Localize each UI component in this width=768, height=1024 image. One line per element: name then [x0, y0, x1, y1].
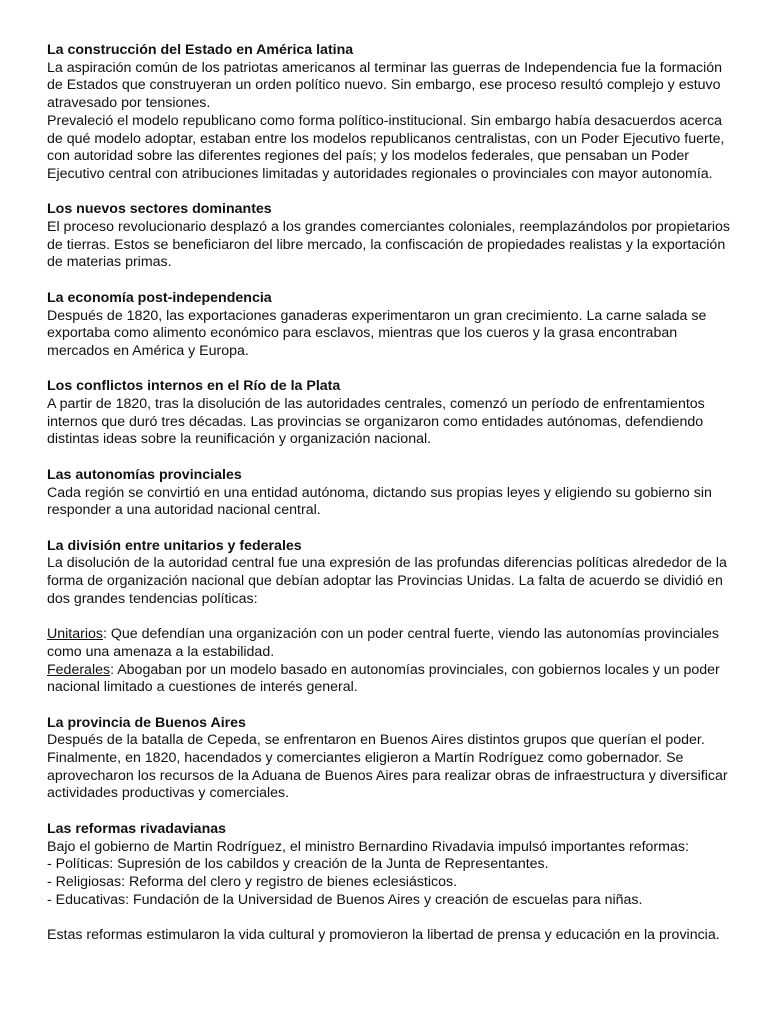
section-paragraph: La aspiración común de los patriotas americanos al terminar las guerras de Independencia fue la formación de Estados que construyeran un orden político nuevo. Sin embargo, ese proceso resultó complejo y estuvo atravesado por tensiones.	[47, 59, 723, 112]
section-heading: La división entre unitarios y federales	[47, 537, 302, 554]
section-heading: Los nuevos sectores dominantes	[47, 201, 272, 218]
term-definition: : Abogaban por un modelo basado en autonomías provinciales, con gobiernos locales y un poder nacional limitado a cuestiones de interés general.	[47, 661, 720, 696]
document-page	[47, 42, 737, 962]
section-paragraph: A partir de 1820, tras la disolución de las autoridades centrales, comenzó un período de enfrentamientos internos que duró tres décadas. Las provincias se organizaron como entidades autónomas, defendiendo distintas ideas sobre la reunificación y organización nacional.	[47, 396, 705, 448]
blank-line	[47, 909, 737, 927]
closing-paragraph: Estas reformas estimularon la vida cultural y promovieron la libertad de prensa y educación en la provincia.	[47, 927, 720, 944]
term-item-unitarios	[47, 626, 737, 661]
section-paragraph: La disolución de la autoridad central fue una expresión de las profundas diferencias políticas alrededor de la forma de organización nacional que debían adoptar las Provincias Unidas. La falta de acuerdo se dividió en dos grandes tendencias políticas:	[47, 555, 727, 607]
section-buenos-aires	[47, 715, 737, 804]
term-item-federales	[47, 662, 737, 697]
section-economia	[47, 290, 737, 361]
term-definition: : Que defendían una organización con un poder central fuerte, viendo las autonomías provinciales como una amenaza a la estabilidad.	[47, 626, 719, 660]
term-label: Federales	[47, 661, 111, 678]
section-sectores-dominantes	[47, 201, 737, 272]
section-autonomias	[47, 467, 737, 520]
section-heading: La construcción del Estado en América latina	[47, 42, 354, 58]
section-paragraph: Después de 1820, las exportaciones ganaderas experimentaron un gran crecimiento. La carne salada se exportaba como alimento económico para esclavos, mientras que los cueros y la grasa encontraban mercados en América y Europa.	[47, 307, 707, 359]
list-item: - Religiosas: Reforma del clero y registro de bienes eclesiásticos.	[47, 873, 458, 890]
section-paragraph: Prevaleció el modelo republicano como forma político-institucional. Sin embargo había desacuerdos acerca de qué modelo adoptar, estaban entre los modelos republicanos centralistas, con un Poder Ejecutivo fuerte, con autoridad sobre las diferentes regiones del país; y los modelos federales, que pensaban un Poder Ejecutivo central con atribuciones limitadas y autoridades regionales o provinciales con mayor autonomía.	[47, 112, 725, 182]
section-heading: Las reformas rivadavianas	[47, 820, 227, 837]
list-item: - Educativas: Fundación de la Universidad de Buenos Aires y creación de escuelas para niñas.	[47, 891, 643, 908]
section-heading: La provincia de Buenos Aires	[47, 714, 246, 731]
section-heading: Los conflictos internos en el Río de la Plata	[47, 378, 341, 395]
term-label: Unitarios	[47, 626, 103, 643]
section-paragraph: El proceso revolucionario desplazó a los grandes comerciantes coloniales, reemplazándolos por propietarios de tierras. Estos se beneficiaron del libre mercado, la confiscación de propiedades realistas y la exportación de materias primas.	[47, 219, 730, 271]
section-heading: Las autonomías provinciales	[47, 466, 242, 483]
section-heading: La economía post-independencia	[47, 289, 272, 306]
blank-line	[47, 608, 737, 626]
section-paragraph: Después de la batalla de Cepeda, se enfrentaron en Buenos Aires distintos grupos que querían el poder. Finalmente, en 1820, hacendados y comerciantes eligieron a Martín Rodríguez como gobernador. Se aprovecharon los recursos de la Aduana de Buenos Aires para realizar obras de infraestructura y diversificar actividades productivas y comerciales.	[47, 732, 728, 802]
section-paragraph: Cada región se convirtió en una entidad autónoma, dictando sus propias leyes y eligiendo su gobierno sin responder a una autoridad nacional central.	[47, 484, 712, 519]
section-unitarios-federales	[47, 538, 737, 697]
section-conflictos	[47, 378, 737, 449]
section-reformas	[47, 821, 737, 945]
section-paragraph: Bajo el gobierno de Martin Rodríguez, el ministro Bernardino Rivadavia impulsó importantes reformas:	[47, 838, 689, 855]
list-item: - Políticas: Supresión de los cabildos y creación de la Junta de Representantes.	[47, 856, 549, 873]
section-estado	[47, 42, 737, 184]
